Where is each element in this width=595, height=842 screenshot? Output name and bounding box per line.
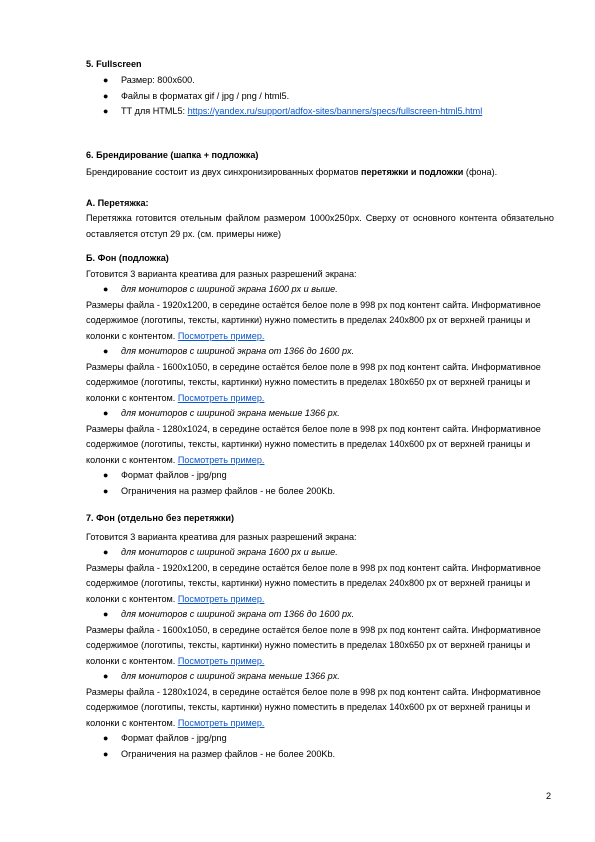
variant-description: Размеры файла - 1920х1200, в середине остаётся белое поле в 998 px под контент сайта. Информативное содержимое (логотипы, тексты, картинки) нужно поместить в пределах 240х800 px от верхней границы и колонки с контентом. Посмотреть пример. (86, 562, 541, 604)
list-item: ● Формат файлов - jpg/png (86, 468, 556, 484)
variant-description: Размеры файла - 1600х1050, в середине остаётся белое поле в 998 px под контент сайта. Информативное содержимое (логотипы, тексты, картинки) нужно поместить в пределах 180х650 px от верхней границы и колонки с контентом. Посмотреть пример. (86, 624, 541, 666)
bullet-icon: ● (103, 547, 109, 557)
list-item: ● для мониторов с шириной экрана от 1366 до 1600 px. (86, 607, 556, 623)
list-item: ● для мониторов с шириной экрана 1600 px и выше. (86, 545, 556, 561)
section-7-heading: 7. Фон (отдельно без перетяжки) (86, 513, 235, 523)
section-5-list (86, 73, 556, 120)
bullet-icon: ● (103, 75, 109, 85)
list-item: ● Ограничения на размер файлов - не более 200Kb. (86, 747, 556, 763)
example-link[interactable]: Посмотреть пример. (177, 717, 265, 728)
list-item: ● для мониторов с шириной экрана 1600 px и выше. (86, 282, 556, 298)
subsection-b (86, 251, 556, 499)
variant-description: Размеры файла - 1600х1050, в середине остаётся белое поле в 998 px под контент сайта. Информативное содержимое (логотипы, тексты, картинки) нужно поместить в пределах 180х650 px от верхней границы и колонки с контентом. Посмотреть пример. (86, 361, 541, 403)
page-number: 2 (546, 791, 552, 801)
list-item: ● Формат файлов - jpg/png (86, 731, 556, 747)
example-link[interactable]: Посмотреть пример. (177, 392, 265, 403)
variant-description: Размеры файла - 1280х1024, в середине остаётся белое поле в 998 px под контент сайта. Информативное содержимое (логотипы, тексты, картинки) нужно поместить в пределах 140х600 px от верхней границы и колонки с контентом. Посмотреть пример. (86, 686, 541, 728)
section-6-intro: Брендирование состоит из двух синхронизированных форматов перетяжки и подложки (фона). (86, 167, 498, 177)
subsection-b-intro: Готовится 3 варианта креатива для разных разрешений экрана: (86, 268, 357, 279)
example-link[interactable]: Посмотреть пример. (177, 330, 265, 341)
bullet-icon: ● (103, 106, 109, 116)
subsection-a-heading: А. Перетяжка: (86, 198, 149, 208)
html5-spec-link[interactable]: https://yandex.ru/support/adfox-sites/banners/specs/fullscreen-html5.html (187, 106, 483, 116)
section-5-heading: 5. Fullscreen (86, 59, 142, 69)
example-link[interactable]: Посмотреть пример. (177, 593, 265, 604)
bullet-icon: ● (103, 733, 109, 743)
example-link[interactable]: Посмотреть пример. (177, 454, 265, 465)
section-7-intro: Готовится 3 варианта креатива для разных разрешений экрана: (86, 531, 357, 542)
section-7 (86, 511, 556, 762)
section-6-heading: 6. Брендирование (шапка + подложка) (86, 150, 259, 160)
bullet-icon: ● (103, 671, 109, 681)
list-item: ● для мониторов с шириной экрана меньше 1366 px. (86, 406, 556, 422)
bullet-icon: ● (103, 90, 109, 101)
bullet-icon: ● (103, 284, 109, 294)
list-item: ● ТТ для HTML5: https://yandex.ru/support/adfox-sites/banners/specs/fullscreen-html5.html (86, 104, 556, 120)
bullet-icon: ● (103, 485, 109, 496)
variant-description: Размеры файла - 1280х1024, в середине остаётся белое поле в 998 px под контент сайта. Информативное содержимое (логотипы, тексты, картинки) нужно поместить в пределах 140х600 px от верхней границы и колонки с контентом. Посмотреть пример. (86, 423, 541, 465)
variant-description: Размеры файла - 1920х1200, в середине остаётся белое поле в 998 px под контент сайта. Информативное содержимое (логотипы, тексты, картинки) нужно поместить в пределах 240х800 px от верхней границы и колонки с контентом. Посмотреть пример. (86, 299, 541, 341)
bullet-icon: ● (103, 609, 109, 619)
example-link[interactable]: Посмотреть пример. (177, 655, 265, 666)
bullet-icon: ● (103, 408, 109, 418)
subsection-b-heading: Б. Фон (подложка) (86, 253, 169, 263)
subsection-a-text: Перетяжка готовится отельным файлом размером 1000х250px. Сверху от основного контента обязательно оставляется отступ 29 px. (см. примеры ниже) (86, 213, 554, 239)
bullet-icon: ● (103, 470, 109, 480)
bullet-icon: ● (103, 748, 109, 759)
list-item: ● для мониторов с шириной экрана меньше 1366 px. (86, 669, 556, 685)
list-item: ● для мониторов с шириной экрана от 1366 до 1600 px. (86, 344, 556, 360)
list-item: ● Файлы в форматах gif / jpg / png / html5. (86, 89, 556, 105)
bullet-icon: ● (103, 346, 109, 356)
list-item: ● Ограничения на размер файлов - не более 200Kb. (86, 484, 556, 500)
list-item: ● Размер: 800х600. (86, 73, 556, 89)
